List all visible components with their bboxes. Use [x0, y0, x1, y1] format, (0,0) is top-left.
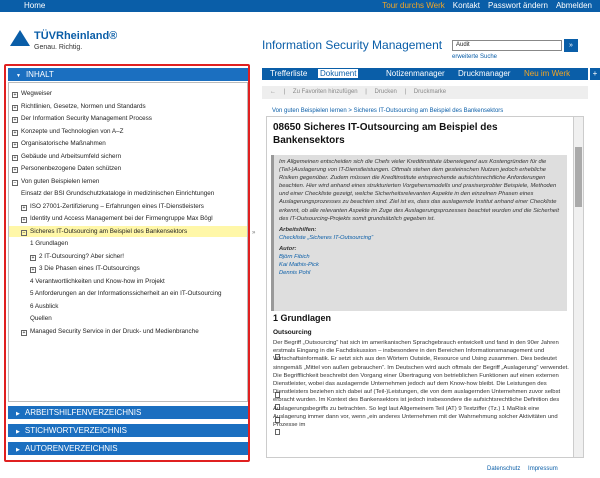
tree-item-label: 5 Anforderungen an der Informationssicherheit an ein IT-Outsourcing	[30, 290, 222, 297]
toolbar-separator: |	[404, 89, 407, 95]
tuv-logo	[8, 28, 148, 58]
app-title: Information Security Management	[262, 38, 443, 52]
tree-item-label: Von guten Beispielen lernen	[21, 177, 100, 185]
tree-item-label: Quellen	[30, 315, 52, 322]
advanced-search-link[interactable]: erweiterte Suche	[452, 54, 498, 60]
arbeitshilfen-label: Arbeitshilfen:	[279, 226, 317, 233]
back-arrow-icon[interactable]: ←	[270, 89, 276, 95]
tree-item[interactable]	[9, 326, 199, 337]
tree-item[interactable]	[9, 101, 146, 112]
tree-item[interactable]	[9, 88, 52, 99]
section-stichwort[interactable]	[8, 424, 248, 437]
search-button[interactable]: »	[564, 39, 578, 52]
expand-icon[interactable]: +	[13, 167, 17, 173]
tree-item[interactable]	[9, 301, 58, 312]
section-inhalt[interactable]	[8, 68, 248, 81]
section-arbeitshilfen[interactable]	[8, 406, 248, 419]
logo-name: TÜVRheinland®	[34, 30, 118, 42]
author-link[interactable]: Björn Fibich	[279, 254, 310, 261]
tree-item-label: Konzepte und Technologien von A–Z	[21, 127, 124, 135]
section-arbeitshilfen-label: ARBEITSHILFENVERZEICHNIS	[24, 408, 142, 417]
left-navigation-panel	[4, 64, 250, 462]
document-abstract	[271, 155, 567, 311]
tree-item[interactable]	[9, 288, 221, 299]
scrollbar-thumb[interactable]	[575, 147, 582, 207]
tree-item[interactable]	[9, 138, 106, 149]
tree-item-label: Wegweiser	[21, 90, 53, 97]
tree-item[interactable]	[9, 276, 165, 287]
tree-item-label: Managed Security Service in der Druck- und Medienbranche	[30, 327, 199, 335]
footer	[487, 466, 564, 472]
print-mark-button[interactable]: Druckmarke	[413, 89, 447, 95]
tree-item-label: Richtlinien, Gesetze, Normen und Standards	[21, 102, 146, 110]
author-link[interactable]: Dennis Pohl	[279, 270, 311, 277]
tree-item-label: 6 Ausblick	[30, 302, 59, 310]
breadcrumb[interactable]: Von guten Beispielen lernen > Sicheres IT-Outsourcing am Beispiel des Bankensektors	[272, 108, 504, 114]
panel-splitter-icon[interactable]: »	[252, 230, 256, 236]
expand-icon[interactable]: +	[31, 254, 35, 261]
tree-item-label: 2 IT-Outsourcing? Aber sicher!	[39, 252, 125, 260]
tab-notizenmanager[interactable]: Notizenmanager	[386, 69, 445, 78]
tree-item-label: Personenbezogene Daten schützen	[21, 165, 122, 172]
expand-icon[interactable]: +	[22, 217, 26, 223]
tab-dokument[interactable]: Dokument	[320, 69, 357, 78]
tree-item[interactable]	[9, 113, 152, 124]
chevron-right-icon: ▶	[16, 447, 20, 453]
tree-item-label: Identity und Access Management bei der Firmengruppe Max Bögl	[30, 215, 213, 222]
main-tabs	[262, 68, 588, 80]
tab-neu-im-werk[interactable]: Neu im Werk	[524, 69, 571, 78]
logout-link[interactable]: Abmelden	[555, 1, 592, 10]
content-tree	[8, 82, 248, 402]
tree-item[interactable]	[9, 176, 99, 187]
document-toolbar	[262, 86, 588, 99]
chevron-right-icon: ▶	[16, 411, 20, 417]
contact-link[interactable]: Kontakt	[452, 1, 480, 10]
add-favorite-button[interactable]: Zu Favoriten hinzufügen	[292, 89, 358, 95]
tab-trefferliste[interactable]: Trefferliste	[270, 69, 308, 78]
tree-item[interactable]	[9, 163, 121, 174]
autor-label: Autor:	[279, 245, 297, 252]
document-view	[266, 116, 584, 458]
home-link[interactable]: Home	[24, 1, 46, 10]
privacy-link[interactable]: Datenschutz	[487, 466, 521, 472]
document-title: 08650 Sicheres IT-Outsourcing am Beispiel des Bankensektors	[273, 122, 498, 146]
section-heading: 1 Grundlagen	[273, 313, 332, 323]
tree-item[interactable]	[9, 151, 121, 162]
expand-icon[interactable]: +	[22, 329, 26, 336]
section-stichwort-label: STICHWORTVERZEICHNIS	[24, 426, 127, 435]
section-autoren-label: AUTORENVERZEICHNIS	[24, 444, 118, 453]
toolbar-separator: |	[365, 89, 367, 95]
top-links	[382, 1, 592, 10]
tour-link[interactable]: Tour durchs Werk	[382, 1, 445, 10]
tree-item-label: 4 Verantwortlichkeiten und Know-how im Projekt	[30, 277, 165, 285]
arbeitshilfen-link[interactable]: Checkliste „Sicheres IT-Outsourcing“	[279, 234, 374, 241]
tree-item[interactable]	[9, 213, 213, 224]
tree-item-label: 3 Die Phasen eines IT-Outsourcings	[39, 265, 140, 272]
body-text: Der Begriff „Outsourcing“ hat sich im amerikanischen Sprachgebrauch entwickelt und fand in den 90er Jahren erstmals Eingang in die Fachdiskussion – insbesondere in den Bereichen Informationsmanagement und Wirtschaftsinformatik. Er setzt sich aus den Wörtern Outside, Resource und Using zusammen. Dies bedeutet sinngemäß „Mittel von außen gebrauchen“. Im Deutschen wird auch oftmals der Begriff „Auslagerung“ verwendet. Die Begrifflichkeit beschreibt den Vorgang einer Übertragung von betrieblichen Funktionen auf einen externen Dienstleister, wobei das auslagernde Unternehmen jedoch auf dem Know-how bleibt. Die Leistungen des Dienstleisters beziehen sich dabei auf (Teil-)Leistungen, die von dem auslagernden Unternehmen zuvor selbst erbracht wurden. Im Kontext des Bankensektors ist jedoch insbesondere die aufsichtsrechtliche Definition des Auslagerungsbegriffs zu betrachten. So legt laut Allgemeinem Teil (AT) 9 Textziffer (Tz.) 1 MaRisk eine Auslagerung immer dann vor, wenn „ein anderes Unternehmen mit der Wahrnehmung solcher Aktivitäten und Prozesse im	[273, 340, 569, 429]
chevron-down-icon: ▼	[16, 73, 21, 79]
expand-icon[interactable]: +	[13, 104, 17, 111]
expand-icon[interactable]: +	[13, 117, 17, 123]
tree-item-label: Organisatorische Maßnahmen	[21, 140, 106, 147]
tree-item[interactable]	[9, 313, 52, 324]
logo-triangle-icon	[10, 30, 30, 46]
expand-icon[interactable]: +	[22, 204, 26, 211]
tree-item-label: Der Information Security Management Process	[21, 115, 152, 122]
expand-icon[interactable]: +	[13, 129, 17, 136]
add-tab-button[interactable]: +	[590, 68, 600, 80]
expand-icon[interactable]: +	[31, 267, 35, 273]
tree-item[interactable]	[9, 251, 124, 262]
tree-item[interactable]	[9, 263, 140, 274]
tree-item-label: Einsatz der BSI Grundschutzkataloge in medizinischen Einrichtungen	[21, 190, 215, 197]
toolbar-separator: |	[283, 89, 286, 95]
abstract-text: Im Allgemeinen entscheiden sich die Chefs vieler Kreditinstitute überwiegend aus Kostengründen für die (Teil-)Auslagerung von IT-Dienstleistungen. Oftmals stehen dem gesteinschen Nutzen jedoch erhebliche Risiken gegenüber. Zudem müssen die Kreditinstitute entsprechende aufsichtsrechtliche Anforderungen beachten. Hier wird anhand eines strukturierten Vorgehensmodells und praxiserprobter Beispiele, Methoden und einer Checkliste gezeigt, welche Sicherheitsrelevanten Aspekte in den einzelnen Phasen eines Auslagerungsprozesses zu beachten sind. Ziel ist es, dass das auslagernde Institut anhand einer Checkliste erkennt, ob alle relevanten Aspekte im Zuge des Auslagerungsprozesses beachtet wurden und die Sicherheit des IT-Outsourcing-Projekts somit grundsätzlich gegeben ist.	[279, 159, 559, 222]
tree-item[interactable]	[9, 238, 68, 249]
change-password-link[interactable]: Passwort ändern	[487, 1, 548, 10]
section-inhalt-label: INHALT	[25, 70, 54, 79]
tree-item-label: Gebäude und Arbeitsumfeld sichern	[21, 152, 122, 160]
tree-item-label: ISO 27001-Zertifizierung – Erfahrungen eines IT-Dienstleisters	[30, 202, 204, 210]
section-autoren[interactable]	[8, 442, 248, 455]
collapse-icon[interactable]: −	[22, 229, 26, 236]
logo-tagline: Genau. Richtig.	[34, 44, 83, 51]
expand-icon[interactable]: +	[13, 92, 17, 98]
tree-item-label: Sicheres IT-Outsourcing am Beispiel des Bankensektors	[30, 227, 188, 235]
top-navigation-bar	[0, 0, 600, 12]
tree-item-label: 1 Grundlagen	[30, 240, 69, 247]
tree-item[interactable]	[9, 188, 214, 199]
expand-icon[interactable]: +	[13, 142, 17, 148]
imprint-link[interactable]: Impressum	[528, 466, 558, 472]
tree-item[interactable]	[9, 201, 204, 212]
expand-icon[interactable]: +	[13, 154, 17, 161]
tree-item[interactable]	[9, 226, 247, 237]
chevron-right-icon: ▶	[16, 429, 20, 435]
document-scrollbar[interactable]	[573, 117, 583, 457]
collapse-icon[interactable]: −	[13, 179, 17, 186]
author-link[interactable]: Kai Mathis-Pick	[279, 262, 319, 269]
search-input[interactable]: Audit	[452, 40, 562, 51]
tree-item[interactable]	[9, 126, 123, 137]
tab-druckmanager[interactable]: Druckmanager	[458, 69, 511, 78]
subsection-heading: Outsourcing	[273, 329, 312, 336]
print-button[interactable]: Drucken	[374, 89, 397, 95]
